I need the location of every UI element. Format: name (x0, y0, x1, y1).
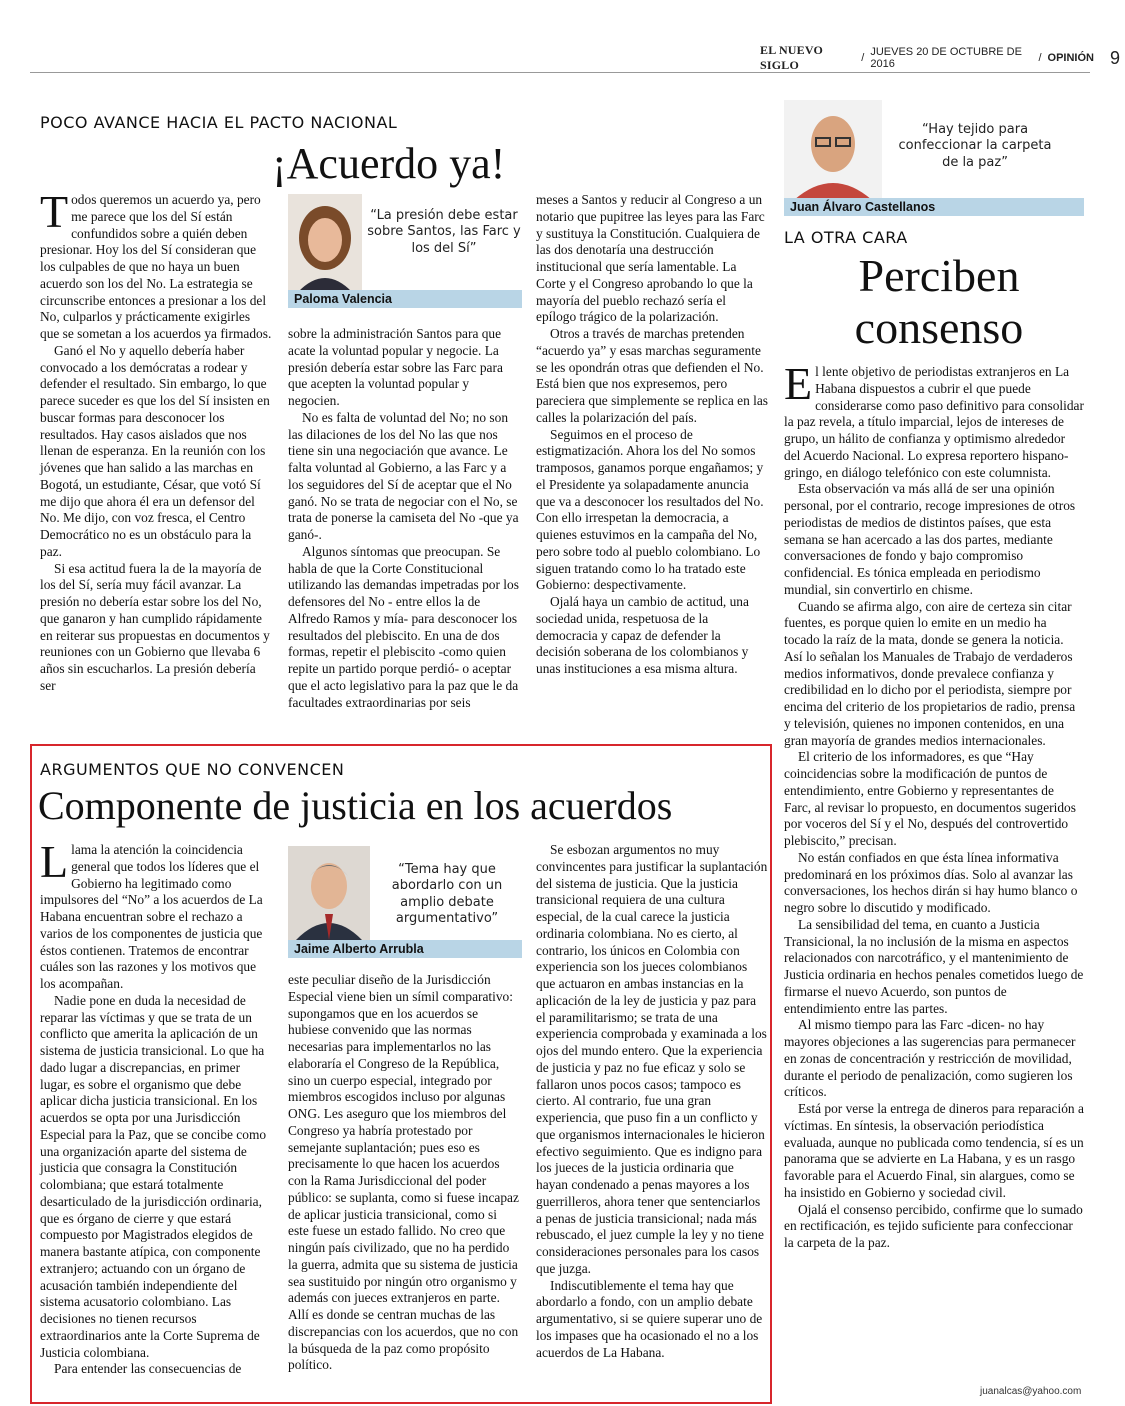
paragraph: este peculiar diseño de la Jurisdicción Especial viene bien un símil comparativo: supongamos que en los acuerdos se hubiese convenido que las normas necesarias para implementarlos no las elaboraría el Congreso de la República, sino un cuerpo especial, integrado por miembros escogidos incluso por algunas ONG. Les aseguro que los miembros del Congreso ya habría protestado por semejante suplantación; pues eso es precisamente lo que hacen los acuerdos con la Rama Jurisdiccional del poder público: se suplanta, como si fuese incapaz de aplicar justicia transicional, como si este fuese un estado fallido. No creo que ningún país civilizado, que no ha perdido la guerra, admita que su sistema de justicia sea sustituido por ningún otro organismo y además con jueces extranjeros en parte. Allí es donde se centran muchas de las discrepancias con los acuerdos, que no con la búsqueda de la paz como propósito político. (288, 972, 519, 1373)
paragraph: Ojalá el consenso percibido, confirme que lo sumado en rectificación, es tejido suficiente para confeccionar la carpeta de la paz. (784, 1201, 1083, 1250)
paragraph: meses a Santos y reducir al Congreso a un notario que pupitree las leyes para las Farc y sustituya la Constitución. Cualquiera de las dos denotaría una destrucción institucional que sería lamentable. La Corte y el Congreso aprobando lo que la mayoría del pueblo rechazó sería el epílogo trágico de la polarización. (536, 192, 765, 325)
paragraph: El criterio de los informadores, es que “Hay coincidencias sobre la modificación de puntos de entendimiento, entre Gobierno y representantes de Farc, al revisar lo propuesto, en documentos sugeridos por voceros del Sí y el No, después del controvertido plebiscito,” precisan. (784, 749, 1076, 848)
paragraph: Indiscutiblemente el tema hay que abordarlo a fondo, con un amplio debate argumentativo, si se quiere superar uno de los impases que ha ocasionado el no a los acuerdos de La Habana. (536, 1277, 763, 1360)
portrait-image (288, 194, 362, 292)
article1-column-1 (40, 186, 272, 722)
article1-kicker: POCO AVANCE HACIA EL PACTO NACIONAL (40, 113, 398, 132)
article2-title: Componente de justicia en los acuerdos (38, 783, 673, 828)
paragraph: Nadie pone en duda la necesidad de reparar las víctimas y que se trata de un conflicto que amerita la aplicación de un sistema de justicia transicional. Lo que ha dado lugar a discrepancias, en primer lugar, es sobre el organismo que debe aplicar dicha justicia transicional. En los acuerdos se opta por una Jurisdicción Especial para la Paz, que se concibe como una organización aparte del sistema de justicia que consagra la Constitución colombiana; que estará totalmente desarticulado de la jurisdicción ordinaria, que es órgano de cierre y que estará compuesto por Magistrados elegidos de manera bastante atípica, con componente extranjero; actuando con un órgano de acusación también independiente del sistema acusatorio colombiano. Las decisiones no tienen recursos extraordinarios ante la Corte Suprema de Justicia colombiana. (40, 992, 267, 1360)
article3-kicker: LA OTRA CARA (784, 228, 908, 247)
paragraph: No es falta de voluntad del No; no son las dilaciones de los del No las que nos tiene sin una negociación que avance. Le falta voluntad al Gobierno, a las Farc y a los seguidores del Sí de aceptar que el No ganó. No se trata de negociar con el No, se trata de ponerse la camiseta del No -que ya ganó-. (288, 409, 519, 542)
paragraph: Ojalá haya un cambio de actitud, una sociedad unida, respetuosa de la democracia y capaz de defender la decisión soberana de los colombianos y unas instituciones a esa misma altura. (536, 594, 749, 676)
paragraph: Seguimos en el proceso de estigmatización. Ahora los del No somos tramposos, ganamos porque engañamos; y el Presidente ya solapadamente anuncia que va a desconocer los resultados del No. Con ello irrespetan la democracia, a quienes estuvimos en la campaña del No, pero sobre todo al pueblo colombiano. Lo siguen tratando como lo ha tratado este Gobierno: despectivamente. (536, 426, 764, 593)
article2-byline: Jaime Alberto Arrubla (288, 940, 522, 958)
paragraph: Esta observación va más allá de ser una opinión personal, por el contrario, recoge impresiones de otros periodistas de medios de distintos países, que esta semana se han acercado a las dos partes, mediante conversaciones de fondo y bajo compromiso confidencial. Es tónica empleada en periodismo mundial, sin convertirlo en chisme. (784, 481, 1076, 597)
paragraph: Está por verse la entrega de dineros para reparación a víctimas. En síntesis, la observación periodística evaluada, aunque no publicada como tendencia, sí es un panorama que se advierte en La Habana, y es un rasgo favorable para el Acuerdo Final, sin alargues, como se ha insistido en Gobierno y sociedad civil. (784, 1101, 1084, 1200)
paragraph: Se esbozan argumentos no muy convincentes para justificar la suplantación del sistema de justicia. Que la justicia transicional requiera de una cultura especial, de la cual carece la justicia ordinaria colombiana. No es cierto, al contrario, los únicos en Colombia con experiencia son los jueces colombianos que actuaron en ambas instancias en la aplicación de la ley de justicia y paz para el paramilitarismo; se trata de una experiencia comprobada y examinada a los ojos del mundo entero. Que la experiencia de justicia y paz no fue eficaz y solo se fallaron unos pocos casos; tampoco es cierto. Al contrario, fue una gran experiencia, que puso fin a un conflicto y que organismos internacionales le hicieron efectivo seguimiento. Que es indigno para los jueces de la justicia ordinaria que hayan condenado a penas mayores a los guerrilleros, ahora tener que sentenciarlos a penas de justicia transicional; nada más rebuscado, el juez cumple la ley y no tiene consideraciones personales para los casos que juzga. (536, 842, 768, 1276)
article1-column-3 (536, 192, 768, 722)
paragraph: Ganó el No y aquello debería haber convocado a los demócratas a rodear y defender el resultado. Sin embargo, lo que parece suceder es que los del Sí insisten en buscar formas para desconocer los resultados. Hay casos aislados que nos llenan de esperanza. En la reunión con los jóvenes que han salido a las marchas en Bogotá, un estudiante, César, que votó Sí me dijo que ahora él era un defensor del No. Me dijo, con voz fresca, el Centro Democrático no es un obstáculo para la paz. (40, 342, 270, 559)
article2-pull-quote: “Tema hay que abordarlo con un amplio debate argumentativo” (391, 862, 503, 926)
article1-column-2 (288, 326, 520, 726)
paragraph: Otros a través de marchas pretenden “acuerdo ya” y esas marchas seguramente se les opondrán otras que defienden el No. Está bien que nos expresemos, pero pareciera que simplemente se replica en las calles la polarización del país. (536, 326, 768, 425)
paragraph: La sensibilidad del tema, en cuanto a Justicia Transicional, la no inclusión de la misma en aspectos relacionados con narcotráfico, y el mantenimiento de Justicia ordinaria en hechos penales cometidos luego de firmarse el nuevo Acuerdo, son puntos de entendimiento entre las partes. (784, 916, 1084, 1016)
author-email: juanalcas@yahoo.com (980, 1386, 1082, 1397)
page-header: EL NUEVO SIGLO / JUEVES 20 DE OCTUBRE DE 2016 / OPINIÓN 9 (760, 43, 1120, 72)
article3-body (784, 358, 1084, 1364)
paragraph: Algunos síntomas que preocupan. Se habla de que la Corte Constitucional utilizando las demandas impetradas por los defensores del No - entre ellos la de Alfredo Ramos y mía- para desconocer los resultados del plebiscito. En una de dos formas, repetir el plebiscito -como quien repite un partido porque perdió- o aceptar que el acto legislativo para la paz que le da facultades extraordinarias por seis (288, 543, 519, 710)
newspaper-name: EL NUEVO SIGLO (760, 43, 824, 72)
paragraph: Llama la atención la coincidencia general que todos los líderes que el Gobierno ha legitimado como impulsores del “No” a los acuerdos de La Habana encuentran sobre el rechazo a varios de los componentes de justicia que éstos contienen. Tratemos de encontrar cuáles son las razones y los motivos que los acompañan. (40, 836, 263, 991)
article2-column-2 (288, 972, 520, 1400)
article1-title: ¡Acuerdo ya! (272, 139, 506, 188)
portrait-image (288, 846, 370, 940)
author-photo-jaime (288, 846, 370, 940)
paragraph: Todos queremos un acuerdo ya, pero me parece que los del Sí están confundidos sobre a quién deben presionar. Hoy los del Sí consideran que los culpables de que no haya un buen acuerdo son los del No. La estrategia se circunscribe entonces a presionar a los del No, culparlos y prácticamente exigirles que se sometan a los acuerdos ya firmados. (40, 186, 272, 341)
paragraph: Al mismo tiempo para las Farc -dicen- no hay mayores objeciones a las sugerencias para permanecer en zonas de concentración y restricción de movilidad, durante el periodo de penalización, como sugieren los críticos. (784, 1017, 1076, 1100)
article2-column-3 (536, 842, 768, 1398)
paragraph: El lente objetivo de periodistas extranjeros en La Habana dispuestos a cubrir el que puede considerarse como paso definitivo para consolidar la paz revela, a título imparcial, lejos de intereses de grupo, un hálito de confianza y optimismo alrededor del Acuerdo Nacional. Lo expresa reportero hispano-gringo, en diálogo telefónico con este columnista. (784, 358, 1084, 480)
portrait-image (784, 100, 882, 200)
page-number: 9 (1109, 47, 1120, 68)
paragraph: No están confiados en que ésta línea informativa predominará en los próximos días. Solo al avanzar las conversaciones, los hechos dirán si hay humo blanco o negro sobre lo discutido y modificado. (784, 849, 1078, 915)
article2-kicker: ARGUMENTOS QUE NO CONVENCEN (40, 760, 345, 779)
article2-column-1 (40, 836, 272, 1398)
header-divider (30, 72, 1090, 73)
author-photo-paloma (288, 194, 362, 292)
paragraph: Cuando se afirma algo, con aire de certeza sin citar fuentes, es porque quien lo emite en un medio ha tocado la raíz de la mata, donde se genera la noticia. Así lo señalan los Manuales de Trabajo de verdaderos medios informativos, donde prevalece confianza y credibilidad en lo dicho por el periodista, siempre por encima del criterio de los propietarios de radio, prensa y televisión, quienes no imponen contenidos, en una gran mayoría de grandes medios internacionales. (784, 598, 1076, 748)
paragraph: sobre la administración Santos para que acate la voluntad popular y negocie. La presión debería estar sobre las Farc para que acepten la voluntad popular y negocien. (288, 326, 503, 408)
author-photo-juan (784, 100, 882, 200)
article3-byline: Juan Álvaro Castellanos (784, 198, 1084, 216)
article3-pull-quote: “Hay tejido para confeccionar la carpeta de la paz” (898, 122, 1052, 170)
article3-title: Perciben consenso (854, 250, 1024, 353)
article1-byline: Paloma Valencia (288, 290, 522, 308)
section-name: OPINIÓN (1047, 52, 1094, 64)
paragraph: Para entender las consecuencias de (54, 1361, 242, 1377)
article1-pull-quote: “La presión debe estar sobre Santos, las Farc y los del Sí” (367, 208, 521, 256)
issue-date: JUEVES 20 DE OCTUBRE DE 2016 (870, 46, 1022, 70)
paragraph: Si esa actitud fuera la de la mayoría de los del Sí, sería muy fácil avanzar. La presión no debería estar sobre los del No, que ganaron y han cumplido rápidamente en reiterar sus propuestas en documentos y reuniones con un Gobierno que llevaba 6 años sin escucharlos. La presión debería ser (40, 560, 270, 693)
